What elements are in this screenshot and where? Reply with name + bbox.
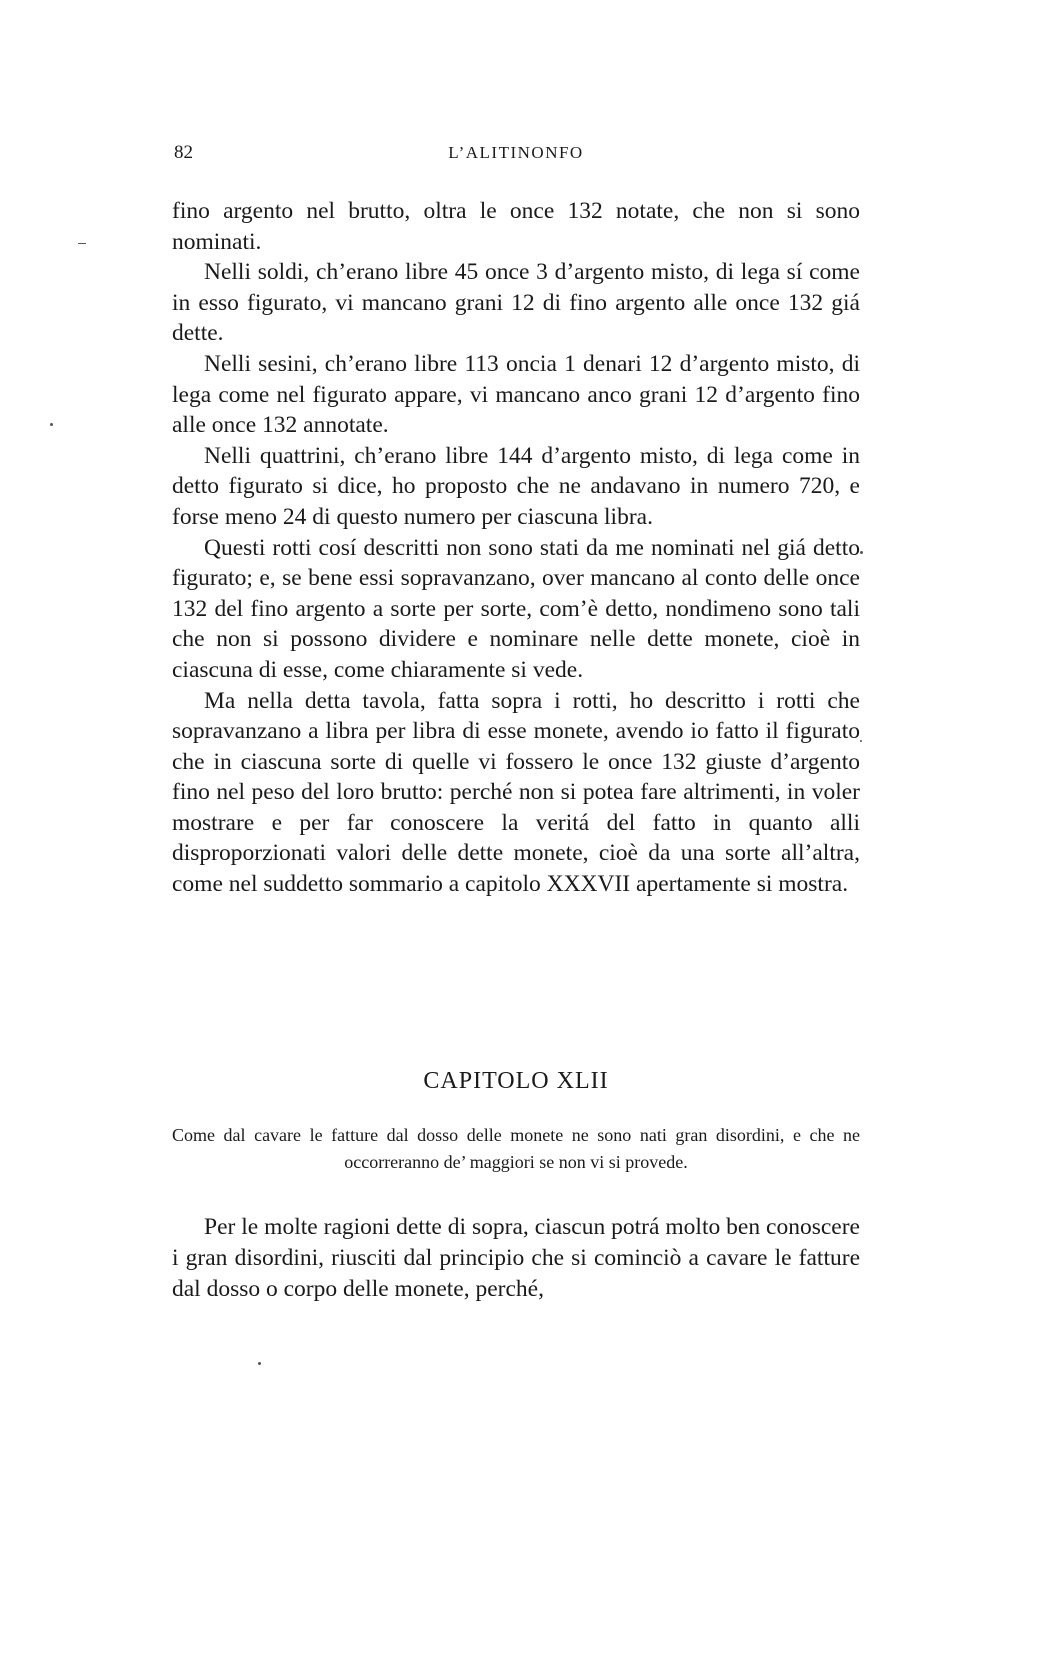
paragraph-3: Nelli sesini, ch’erano libre 113 oncia 1 denari 12 d’argento misto, di lega come nel figurato appare, vi mancano anco grani 12 d’argento fino alle once 132 annotate.: [172, 350, 860, 439]
paragraph-2: Nelli soldi, ch’erano libre 45 once 3 d’argento misto, di lega sí come in esso figurato, vi mancano grani 12 di fino argento alle once 132 giá dette.: [172, 259, 860, 347]
chapter-opening-paragraph: Per le molte ragioni dette di sopra, ciascun potrá molto ben conoscere i gran disordini, riusciti dal principio che si cominciò a cavare le fatture dal dosso o corpo delle monete, perché,: [172, 1214, 860, 1302]
paragraph-5: Questi rotti cosí descritti non sono stati da me nominati nel giá detto figurato; e, se bene essi sopravanzano, over mancano al conto delle once 132 del fino argento a sorte per sorte, com’è detto, nondimeno sono tali che non si possono dividere e nominare nelle dette monete, cioè in ciascuna di esse, come chiaramente si vede.: [172, 534, 860, 683]
page-number: 82: [174, 142, 193, 163]
chapter-title: CAPITOLO XLII: [423, 1068, 609, 1094]
scan-speck: [860, 740, 862, 742]
chapter-summary: Come dal cavare le fatture dal dosso delle monete ne sono nati gran disordini, e che ne occorreranno de’ maggiori se non vi si provede.: [172, 1125, 860, 1172]
paragraph-1: fino argento nel brutto, oltra le once 132 notate, che non si sono nominati.: [172, 198, 860, 255]
scan-speck: [50, 423, 53, 426]
scan-speck: [860, 551, 863, 554]
body-text: [172, 196, 860, 900]
paragraph-6: Ma nella detta tavola, fatta sopra i rotti, ho descritto i rotti che sopravanzano a libra per libra di esse monete, avendo io fatto il figurato che in ciascuna sorte di quelle vi fossero le once 132 giuste d’argento fino nel peso del loro brutto: perché non si potea fare altrimenti, in voler mostrare e per far conoscere la veritá del fatto in quanto alli disproporzionati valori delle dette monete, cioè da una sorte all’altra, come nel suddetto sommario a capitolo XXXVII apertamente si mostra.: [172, 687, 860, 898]
paragraph-4: Nelli quattrini, ch’erano libre 144 d’argento misto, di lega come in detto figurato si dice, ho proposto che ne andavano in numero 720, e forse meno 24 di questo numero per ciascuna libra.: [172, 442, 860, 530]
running-head: [172, 142, 860, 172]
running-title: L’ALITINONFO: [448, 143, 584, 162]
chapter-body: [172, 1212, 860, 1305]
scan-speck: [78, 243, 86, 244]
scan-speck: [258, 1362, 261, 1365]
